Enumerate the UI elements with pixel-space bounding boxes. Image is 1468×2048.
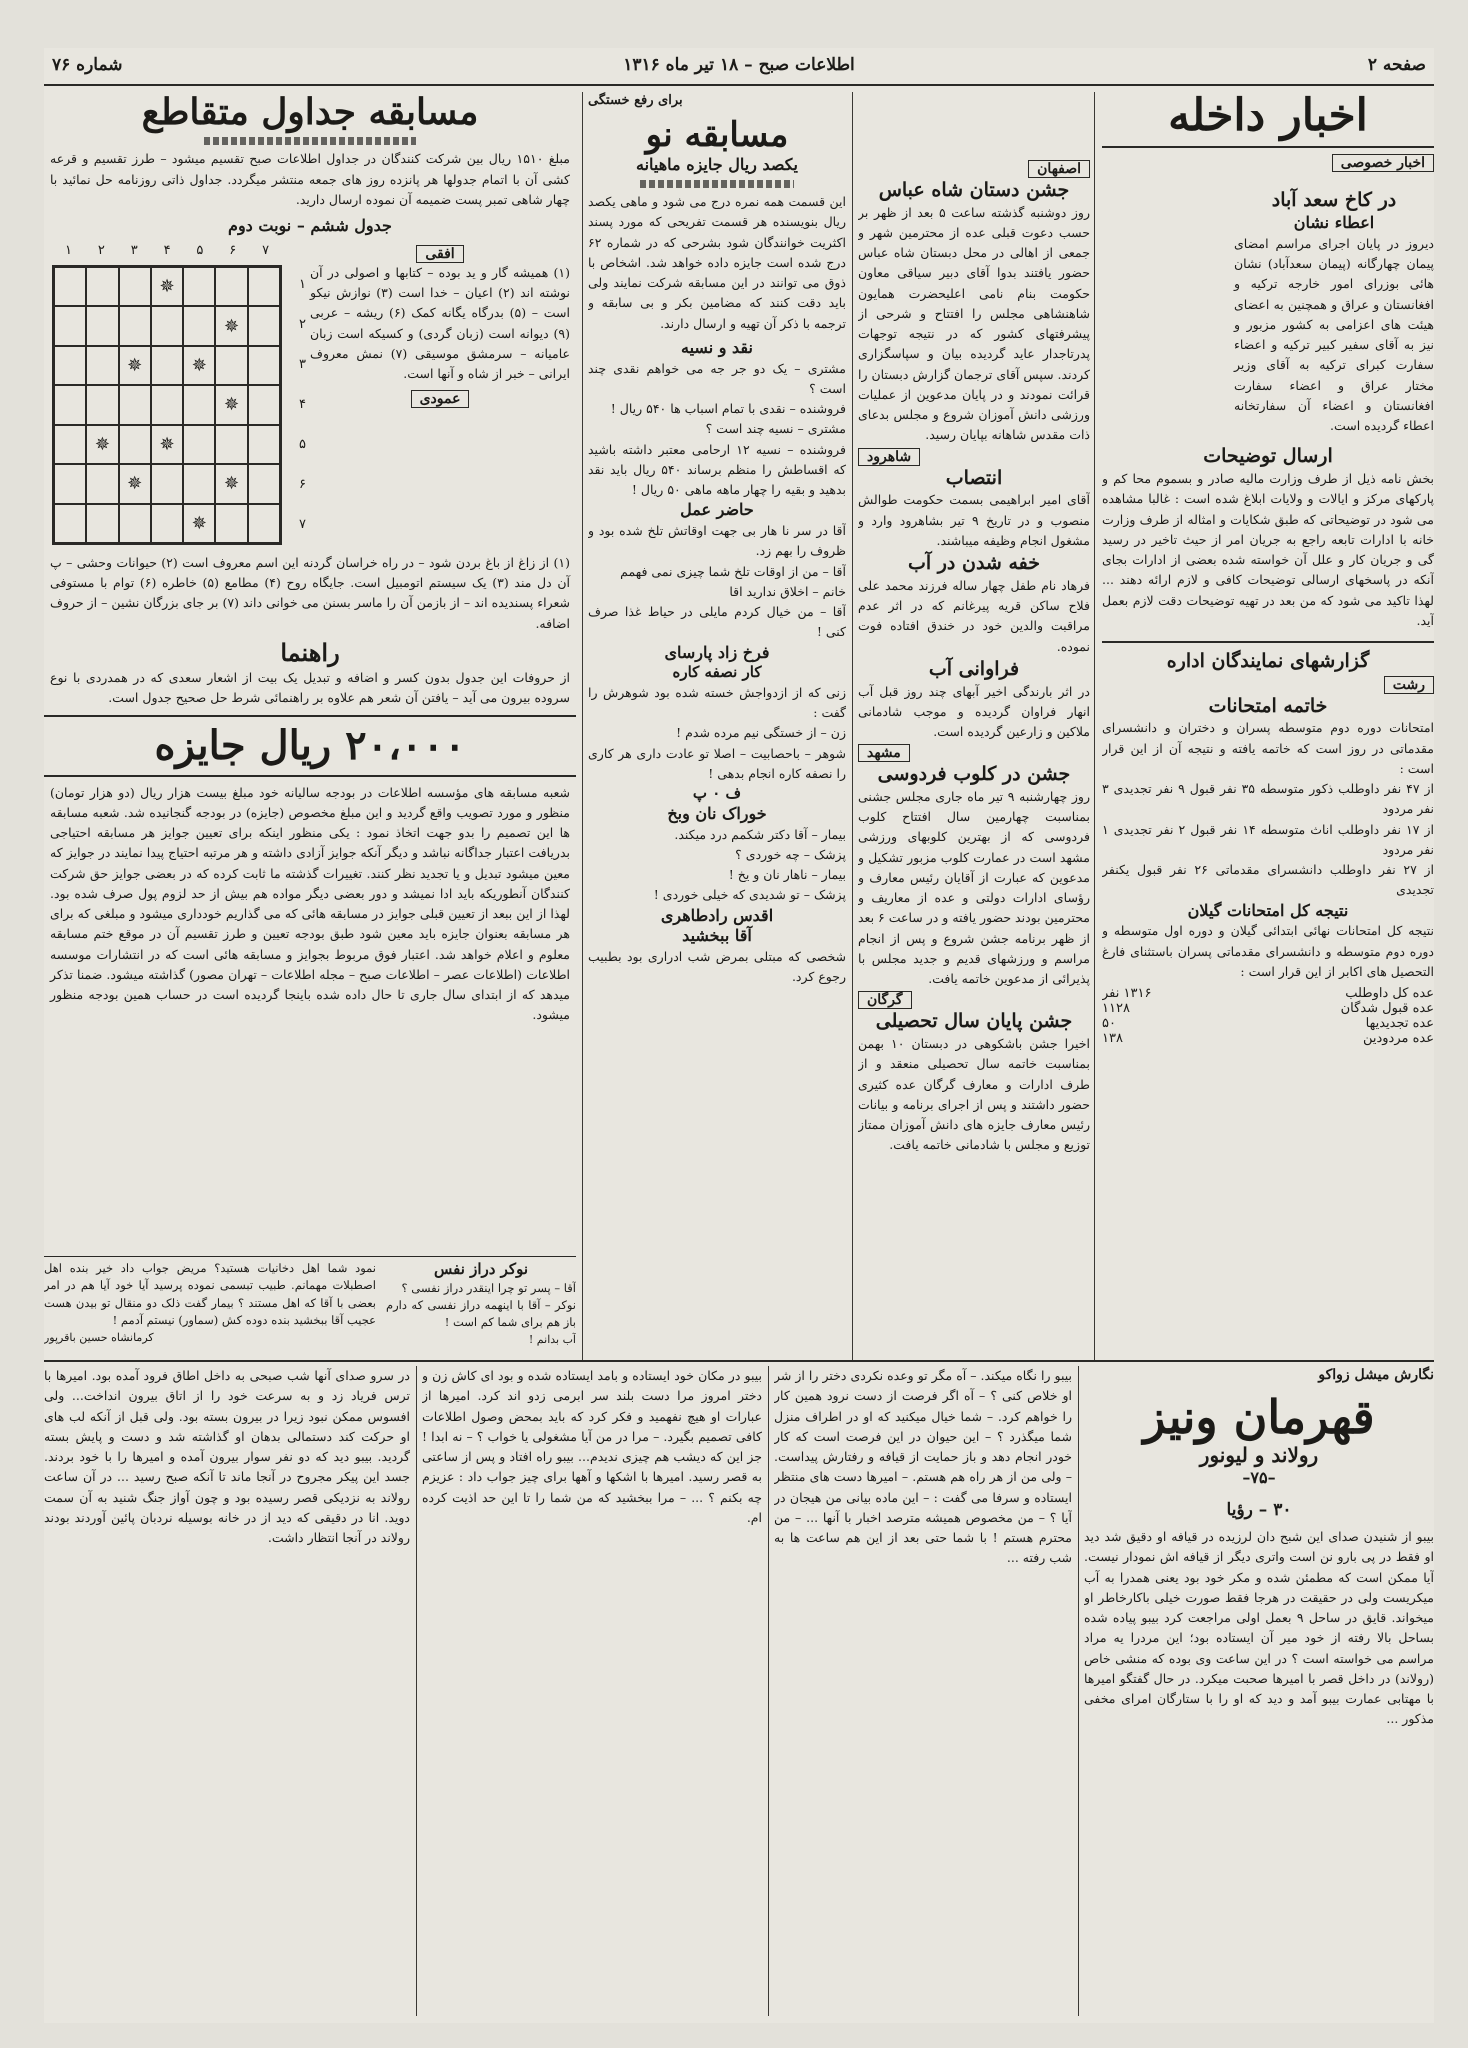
divider (768, 1366, 769, 2016)
dialog-line: نوکر – آقا با اینهمه دراز نفسی که دارم باز هم برای شما کم است ! (386, 1297, 576, 1329)
headline: خوراک نان وبخ (667, 803, 767, 823)
grid-number: ۵ (196, 242, 204, 258)
fold-rule (44, 1360, 1434, 1362)
serial-column-4 (44, 1366, 410, 2016)
serial-text: در سرو صدای آنها شب صبحی به داخل اطاق فرود آمده بود. امیرها با ترس فریاد زد و به سرعت خود را از اتاق بیرون انداخت... ولی افسوس ممکن نبود زیرا در بیرون بسته بود. ولی قبل از آنکه لب های او حرکت کند دستمالی بدهان او گذاشته شد و دست و پایش بسته گردید. بیبو دید که دو نفر سوار بیرون آمده و امیرها را با خود بردند. جسد این پیکر مجروح در آنجا ماند تا آنکه صبح رسید ... در آن ساعت رولاند به نزدیکی قصر رسیده بود و چون آواز جنگ شنید به آن سمت دوید. انا در دقیقی که دید از در خانه بوسیله نردبان پائین آوردند بودند رولاند در آنجا انتظار داشت. (44, 1368, 410, 1545)
grid-number: ۴ (163, 242, 171, 258)
headline: جشن دستان شاه عباس (878, 179, 1070, 201)
divider (852, 92, 853, 1360)
headline: گزارشهای نمایندگان اداره (1102, 641, 1434, 674)
prize-headline: ۲۰،۰۰۰ ریال جایزه (154, 721, 466, 769)
kicker: برای رفع خستگی (588, 93, 683, 108)
grid-cell (119, 267, 151, 306)
article-text: اخیرا جشن باشکوهی در دبستان ۱۰ بهمن بمناسبت خاتمه سال تحصیلی منعقد و از طرف ادارات و معارف گرگان عده کثیری حضور داشتند و پس از اجرای برنامه و بیانات رئیس معارف جایزه های دانش آموزان ممتاز توزیع و مجلس با شادمانی خاتمه یافت. (858, 1036, 1090, 1153)
grid-cell (151, 306, 183, 345)
article-text: بخش نامه ذیل از طرف وزارت مالیه صادر و بسموم محا کم و پارکهای مرکز و ایالات و ولایات ابلاغ شده است : غالبا مشاهده می شود در توضیحاتی که طبق شکایات و امثاله از طرف وزارت خانه با ادارات تابعه راجع به جریان امر از حیث تاخیر در رسید گی و جریان کار و علل آن خواسته شده بعضی از ادارات بجای آنکه در پاسخهای ارسالی توضیحات کافی و لازم ارائه دهند ... لهذا تاکید می شود که من بعد در تهیه توضیحات دقت لازم بعمل آید. (1102, 471, 1434, 628)
rule (1102, 146, 1434, 148)
new-contest-column (588, 92, 846, 1356)
article-text: روز چهارشنبه ۹ تیر ماه جاری مجلس جشنی بمناسبت چهارمین سال افتتاح کلوب فردوسی که از بهترین کلوبهای ورزشی مشهد است در عمارت کلوب مزبور تشکیل و مدعوین که عبارت از آقایان رئیس معارف و رؤسای ادارات دولتی و عده از معاریف و محترمین بودند حضور یافته و در ساعت ۶ بعد از ظهر برنامه جشن شروع و پس از انجام مراسم و ورزشهای قدیم و جدید مجلس با پذیرائی از مدعوین خاتمه یافت. (858, 788, 1090, 987)
private-news-tag: اخبار خصوصی (1332, 154, 1434, 172)
headline: فراوانی آب (928, 657, 1020, 680)
grid-cell (183, 385, 215, 424)
serial-text: بیبو در مکان خود ایستاده و بامد ایستاده شده و بود ای کاش زن و دختر امروز مرا دست بلند سر ابرمی زدو اند کرد. امیرها از عبارات او هیچ نفهمید و فکر کرد که باید بمحض وصول اطلاعات کافی تصمیم بگیرد. – مرا در من آیا مشغولی یا خواب ؟ – نه ابدا ! جز این که دیشب هم چیزی ندیدم... بیبو راه افتاد و پس از ساعتی به قصر رسید. امیرها با اشکها و آهها برای چیز جواب داد : عزیزم چه بکنم ؟ ... – مرا ببخشید که من شما را تا این حد اذیت کرده ام. (422, 1368, 762, 1525)
rule (44, 775, 576, 777)
byline: فرخ زاد پارسای (664, 642, 770, 662)
grid-number: ۳ (130, 242, 138, 258)
crossword-column (44, 92, 576, 1356)
grid-cell (248, 306, 280, 345)
grid-number: ۱ (299, 277, 306, 293)
serial-header-column (1084, 1366, 1434, 2016)
byline: آب بدانم ! (528, 1333, 576, 1347)
grid-cell (248, 504, 280, 543)
grid-number: ۱ (65, 242, 73, 258)
byline: ف ۰ پ (692, 784, 742, 803)
article-text: شخصی که مبتلی بمرض شب ادراری بود بطبیب رجوع کرد. (588, 949, 846, 985)
grid-cell (54, 267, 86, 306)
grid-black-cell: ✵ (183, 504, 215, 543)
grid-cell (183, 267, 215, 306)
grid-cell (54, 385, 86, 424)
headline: ارسال توضیحات (1203, 445, 1333, 468)
grid-number: ۲ (97, 242, 105, 258)
subheadline: اعطاء نشان (1293, 213, 1375, 233)
article-text: این قسمت همه نمره درج می شود و ماهی یکصد ریال بنویسنده هر قسمت تفریحی که مورد پسند اکثریت خوانندگان شود بشرحی که در شماره ۶۲ درج شده است جایزه داده خواهد شد. اشخاص با ذوق می توانند در این مسابقه شرکت نمایند ولی باید دقت کنند که مضامین بکر و بی سابقه و ترجمه با ذکر آن تهیه و ارسال دارند. (588, 194, 846, 331)
grid-number: ۳ (299, 357, 306, 373)
byline: اقدس رادطاهری (660, 905, 774, 925)
grid-cell (215, 267, 247, 306)
newspaper-page (44, 48, 1434, 2023)
dialog-line: آقا در سر نا هار بی جهت اوقاتش تلخ شده بود و ظروف را بهم زد. (588, 523, 846, 559)
serial-text: بیبو از شنیدن صدای این شبح دان لرزیده در قیافه او دقیق شد دید او فقط در پی بارو نن است واتری دیگر از قیافه اش نمودار نیست. آیا ممکن است که مطمئن شده و مکر خود بود یعنی همدرا به آب میکریست ولی در حقیقت در هرجا فقط صورت خیلی باکارخاطر او میخواند. قایق در ساحل ۹ بعمل اولی مراجعت کرد بیبو پیاده شده بساحل بالا رفته از خود میر آن ایستاده بود؛ این مردرا یه مراد مراسم می خواسته است ؟ در این ساعت وی بوده که منشی خاص (رولاند) در داخل قصر با امیرها صحبت میکرد. در حال گفتگو امیرها با مهتابی عمارت بیبو آمد و دید که او را با ستارگان امرای مخفی مذکور ... (1084, 1529, 1434, 1727)
grid-cell (119, 425, 151, 464)
grid-cell (119, 504, 151, 543)
dialog-line: آقا – من خیال کردم مایلی در حیاط غذا صرف کنی ! (588, 604, 846, 640)
headline: خاتمه امتحانات (1208, 694, 1328, 717)
clues (310, 243, 570, 409)
table-cell: ۵۰ (1102, 1016, 1116, 1032)
headline: آقا ببخشید (682, 926, 752, 946)
rule (44, 1256, 576, 1257)
across-tag: افقی (416, 245, 463, 263)
headline: جشن پایان سال تحصیلی (875, 1010, 1073, 1033)
exam-result: از ۱۷ نفر داوطلب اناث متوسطه ۱۴ نفر قبول ۲ نفر تجدیدی ۱ نفر مردود (1102, 821, 1434, 857)
exam-result: از ۲۷ نفر داوطلب دانشسرای مقدماتی ۲۶ نفر قبول یکنفر تجدیدی (1102, 862, 1434, 898)
dialog-line: آقا – من از اوقات تلخ شما چیزی نمی فهمم (620, 563, 846, 579)
grid-cell (86, 267, 118, 306)
grid-number: ۵ (299, 437, 306, 453)
domestic-news-column (1102, 92, 1434, 1356)
grid-cell (54, 425, 86, 464)
city-tag: گرگان (858, 991, 912, 1009)
grid-subtitle: جدول ششم – نوبت دوم (228, 216, 392, 236)
grid-cell (86, 385, 118, 424)
divider (582, 92, 583, 1360)
folio-bar (44, 48, 1434, 82)
grid-cell (215, 504, 247, 543)
table-cell: ۱۳۸ (1102, 1031, 1123, 1047)
grid-cell (248, 425, 280, 464)
grid-number: ۴ (299, 397, 306, 413)
subheadline: یکصد ریال جایزه ماهیانه (636, 155, 798, 175)
article-text: مبلغ ۱۵۱۰ ریال بین شرکت کنندگان در جداول اطلاعات صبح تقسیم میشود – طرز تقسیم و قرعه کشی آن با اتمام جدولها هر پانزده روز های جمعه منتشر میگردد. جداول ذاتی روزنامه حل نمائید با چهار شاهی تمبر پست ضمیمه آن نموده ارسال دارید. (50, 151, 570, 207)
headline: نتیجه کل امتحانات گیلان (1187, 900, 1349, 920)
grid-black-cell: ✵ (215, 385, 247, 424)
article-text: در اثر بارندگی اخیر آبهای چند روز قبل آب انهار فراوان گردیده و موجب شادمانی ملاکین و زارعین گردیده است. (858, 683, 1090, 739)
grid-cell (54, 504, 86, 543)
divider (416, 1366, 417, 2016)
grid-cell (86, 346, 118, 385)
dialog-line: شوهر – باحصابیت – اصلا تو عادت داری هر کاری را نصفه کاره انجام بدهی ! (588, 745, 846, 781)
serial-column-2 (774, 1366, 1072, 2016)
grid-cell (119, 306, 151, 345)
divider (1094, 92, 1095, 1360)
grid-cell (215, 425, 247, 464)
grid-cell (151, 385, 183, 424)
dialog-line: مشتری – نسیه چند است ؟ (705, 421, 846, 437)
article-text: شعبه مسابقه های مؤسسه اطلاعات در بودجه سالیانه خود مبلغ بیست هزار ریال (دو هزار تومان) منظور و مورد تصویب واقع گردید و این مبلغ مخصوص (جایزه) در بودجه گنجانیده شد. شعبه مسابقه ها این تصمیم را بدو جهت اتخاذ نمود : یکی منظور اینکه برای تعیین جوایز هر مسابقه احتیاجی بدریافت اعتبار جداگانه نباشد و دیگر آنکه جوایز آزادی داشته و هر مرتبه احتیاج پیدا نمایند در جوایز که معین میشود تبدیل و یا تجدید نظر کنند. تغییرات گذشته ما ثابت کرده که در بعضی جوایز حق شرکت کنندگان آنطوریکه باید ادا نمیشد و دور بعضی دیگر مواده هم بیش از حد لزوم پول صرف شده بود. لهذا از این ببعد از تعیین قبلی جوایز در مسابقه هائی که می گذاریم خودداری میشود و مبلغی که برای هر مسابقه بعنوان جایزه باید معین شود طبق بودجه تعیین و طرز تقسیم آن در موقع ختم مسابقه معلوم و اعلام خواهد شد. اعتبار فوق مربوط بجوایز و مسابقه هائی است که در انتشارات موسسه اطلاعات (اطلاعات عصر – اطلاعات صبح – مجله اطلاعات – تهران مصور) گذاشته میشود. ضمنا تذکر میدهد که از ابتدای سال جاری تا حال داده شده باینجا گردیده است در حساب همین بودجه منظور میشود. (50, 784, 570, 1023)
table-cell: عده تجدیدیها (1365, 1016, 1434, 1032)
table-row (1102, 986, 1434, 1001)
grid-column-numbers (52, 243, 282, 263)
grid-number: ۶ (299, 477, 306, 493)
kicker: نگارش میشل زواکو (1318, 1367, 1434, 1383)
dialog-line: پزشک – تو شدیدی که خیلی خوردی ! (653, 887, 846, 903)
provincial-news-column (858, 158, 1090, 1356)
down-clues: (۱) از زاغ از باغ بردن شود – در راه خراسان گردنه این اسم معروف است (۲) حیوانات وحشی – پ آن دل مند (۳) یک سیستم اتومبیل است. جایگاه روح (۴) مطامع (۵) خاطره (۶) توام با مستوفی شعراء پسندیده اند – از بازمن آن را ماسر بسنن می خوانی داند (۷) بر جای بزرگان نشین – از حروف اضافه. (50, 554, 570, 631)
table-row (1102, 1031, 1434, 1046)
headline: نوکر دراز نفس (433, 1260, 528, 1278)
divider (1078, 1366, 1079, 2016)
headline: راهنما (280, 637, 340, 667)
down-tag: عمودی (411, 390, 470, 408)
dialog-line: آقا – پسر تو چرا اینقدر دراز نفسی ؟ (401, 1280, 576, 1295)
dialog-line: زن – از خستگی نیم مرده شدم ! (676, 725, 846, 741)
ornament (204, 137, 417, 145)
headline: خفه شدن در آب (907, 552, 1041, 575)
article-text: نتیجه کل امتحانات نهائی ابتدائی گیلان و دوره اول متوسطه و دوره دوم متوسطه و دانشسرای مقدماتی پسران باستثنای فارغ التحصیل های اکابر از این قرار است : (1102, 923, 1434, 979)
folio-issue-number: شماره ۷۶ (52, 55, 123, 75)
article-text: دیروز در پایان اجرای مراسم امضای پیمان چهارگانه (پیمان سعدآباد) نشان هائی بوزرای امور خارجه ترکیه و افغانستان و عراق و همچنین به اعضای هیئت های اعزامی به کشور مزبور و نیز به آقای سفیر کبیر ترکیه و اعضاء سفارت کبرای ترکیه به آقای وزیر مختار عراق و اعضاء سفارت افغانستان و اعضاء آن سفارتخانه اعطاء گردیده است. (1234, 235, 1434, 434)
byline: کرمانشاه حسین باقرپور (44, 1331, 154, 1344)
grid-black-cell: ✵ (183, 346, 215, 385)
article-text: آقای امیر ابراهیمی بسمت حکومت طوالش منصوب و در تاریخ ۹ تیر بشاهرود وارد و مشغول انجام وظیفه میباشند. (858, 492, 1090, 548)
grid-number: ۶ (229, 242, 237, 258)
table-cell: ۱۱۲۸ (1102, 1001, 1130, 1017)
grid-black-cell: ✵ (86, 425, 118, 464)
grid-cell (86, 464, 118, 503)
dialog-line: فروشنده – نسیه ۱۲ ارحامی معتبر داشته باشید که اقساطش را منظم برساند ۵۴۰ ریال باید نقد بدهید و بقیه را چهار ماهه ماهی ۵۰ ریال ! (588, 441, 846, 498)
headline: جشن در کلوب فردوسی (877, 763, 1071, 786)
section-title: اخبار داخله (1168, 92, 1368, 141)
exam-result: از ۴۷ نفر داوطلب ذکور متوسطه ۳۵ نفر قبول ۹ نفر تجدیدی ۳ نفر مردود (1102, 781, 1434, 817)
headline: حاضر عمل (680, 500, 754, 520)
grid-cell (183, 306, 215, 345)
serial-text: بیبو را نگاه میکند. – آه مگر تو وعده نکردی دختر را از شر او خلاص کنی ؟ – آه اگر فرصت از دست نرود همین کار را خواهم کرد. – شما خیال میکنید که او در اطراف منزل شما میگذرد ؟ – این حیوان در این فرصت است که کار خودر انجام دهد و باز حمایت از قیافه و رفتارش پیداست. – ولی من از هر راه هم هستم. – امیرها دست های منتظر ایستاده و سرفا می گفت : – این ماده بیانی من هیجان در آیا ؟ – من مخصوص همیشه مترصد اخبار با آنها ... – من محترم هستم ! با شما حتی بعد از این هم ساعت ها به شب رفته ... (774, 1368, 1072, 1566)
headline: نقد و نسیه (681, 337, 753, 357)
dialog-line: بیمار – آقا دکتر شکمم درد میکند. (674, 826, 846, 842)
city-tag: شاهرود (858, 448, 920, 466)
headline: انتصاب (945, 466, 1003, 489)
grid-cell (151, 464, 183, 503)
dialog-line: مشتری – یک دو جر جه می خواهم نقدی چند است ؟ (588, 360, 846, 396)
grid-black-cell: ✵ (119, 464, 151, 503)
article-text: امتحانات دوره دوم متوسطه پسران و دختران و دانشسرای مقدماتی در روز است که خاتمه یافته و نتیجه آن از این قرار است : (1102, 720, 1434, 776)
dialog-line: زنی که از ازدواجش خسته شده بود شوهرش را گفت : (588, 684, 846, 721)
city-tag: رشت (1384, 676, 1434, 694)
results-table (1102, 986, 1434, 1046)
headline: کار نصفه کاره (672, 663, 762, 682)
grid-cell (54, 306, 86, 345)
table-cell: ۱۳۱۶ نفر (1102, 986, 1152, 1002)
folio-date: اطلاعات صبح – ۱۸ تیر ماه ۱۳۱۶ (623, 55, 855, 75)
across-clues: (۱) همیشه گار و ید بوده – کتابها و اصولی در آن نوشته اند (۲) اعیان – خدا است (۳) نوازش نیکو است – (۵) بدرگاه یگانه کمک (۶) ریشه – عربی (۹) دیوانه است (زبان گردی) و کسیکه است زبان عامیانه – سرمشق موسیقی (۷) نمش معروف ایرانی – خبر از شاه و آنها است. (310, 264, 570, 382)
serial-title: قهرمان ونیز (1143, 1389, 1375, 1444)
city-tag: اصفهان (1028, 160, 1090, 178)
headline: در کاخ سعد آباد (1271, 189, 1397, 212)
table-row (1102, 1016, 1434, 1031)
article-text: از حروفات این جدول بدون کسر و اضافه و تبدیل یک بیت از اشعار سعدی که در همدردی با نوع سروده بیرون می آید – یافتن آن شعر هم علاوه بر راهنمائی شرط حل صحیح جدول است. (50, 670, 570, 706)
grid-cell (86, 504, 118, 543)
top-rule (44, 84, 1434, 86)
article-text: روز دوشنبه گذشته ساعت ۵ بعد از ظهر بر حسب دعوت قبلی عده از محترمین شهر و جمعی از اهالی در محل دبستان شاه عباس حضور یافتند بدوا آقای دبیر سیاقی معاون حکومت بنام نامی اعلیحضرت همایون شاهنشاهی مجلس را افتتاح و شرحی از پیشرفتهای کشور که در نتیجه توجهات پدرتاجدار عاید گردیده بیان و سپاسگزاری کردند. سپس آقای ترجمان گزارش دبستان را قرائت نمودند و در پایان مدعوین از عملیات ورزشی دانش آموزان شروع و مجلس بدعای ذات مقدس شاهانه بپایان رسید. (858, 204, 1090, 443)
dialog-line: خانم – اخلاق ندارید اقا (729, 583, 846, 599)
dialog-line: بیمار – ناهار نان و یخ ! (728, 867, 846, 883)
grid-cell (54, 464, 86, 503)
article-text: نمود شما اهل دخانیات هستید؟ مریض جواب داد خیر بنده اهل اصطبلات مهمانم. طبیب تبسمی نموده پرسید آیا خود آیا هم در امر بعضی با آقا که اهل مستند ؟ بیمار گفت ذلک دو منقال تو بیدن هست عجیب آقا ببخشید بنده دوده کش (سماور) نیستم آدمم ! (44, 1261, 376, 1327)
grid-cell (248, 346, 280, 385)
section-title: مسابقه جداول متقاطع (141, 92, 479, 133)
chapter-title: ۳۰ – رؤیا (1226, 1499, 1292, 1520)
table-cell: عده کل داوطلب (1345, 986, 1434, 1002)
section-title: مسابقه نو (645, 115, 789, 156)
crossword-area (44, 243, 576, 633)
dialog-line: پزشک – چه خوردی ؟ (735, 846, 846, 862)
city-tag: مشهد (858, 744, 910, 762)
article-text: فرهاد نام طفل چهار ساله فرزند محمد علی فلاح ساکن قریه پیرغانم که در اثر عدم مراقبت والدین خود در خندق افتاده فوت نموده. (858, 577, 1090, 654)
grid-row-numbers (288, 265, 306, 545)
grid-black-cell: ✵ (151, 425, 183, 464)
ornament (640, 180, 795, 188)
grid-cell (86, 306, 118, 345)
serial-subtitle: رولاند و لیونور (1199, 1443, 1319, 1468)
grid-cell (54, 346, 86, 385)
table-cell: عده قبول شدگان (1340, 1001, 1434, 1017)
crossword-grid (52, 265, 282, 545)
serial-column-3 (422, 1366, 762, 2016)
dialog-line: فروشنده – نقدی با تمام اسباب ها ۵۴۰ ریال ! (610, 401, 846, 417)
grid-black-cell: ✵ (119, 346, 151, 385)
grid-cell (151, 504, 183, 543)
grid-cell (215, 346, 247, 385)
grid-number: ۷ (262, 242, 270, 258)
table-row (1102, 1001, 1434, 1016)
jokes-strip (44, 1260, 576, 1356)
grid-number: ۷ (299, 517, 306, 533)
serial-number: –۷۵– (1242, 1468, 1276, 1488)
grid-number: ۲ (299, 317, 306, 333)
grid-cell (119, 385, 151, 424)
grid-cell (248, 464, 280, 503)
grid-black-cell: ✵ (215, 464, 247, 503)
grid-cell (183, 464, 215, 503)
table-cell: عده مردودین (1362, 1031, 1434, 1047)
folio-page-number: صفحه ۲ (1367, 55, 1426, 75)
grid-cell (183, 425, 215, 464)
grid-black-cell: ✵ (215, 306, 247, 345)
grid-cell (151, 346, 183, 385)
grid-cell (248, 385, 280, 424)
grid-black-cell: ✵ (151, 267, 183, 306)
grid-cell (248, 267, 280, 306)
rule (44, 715, 576, 717)
